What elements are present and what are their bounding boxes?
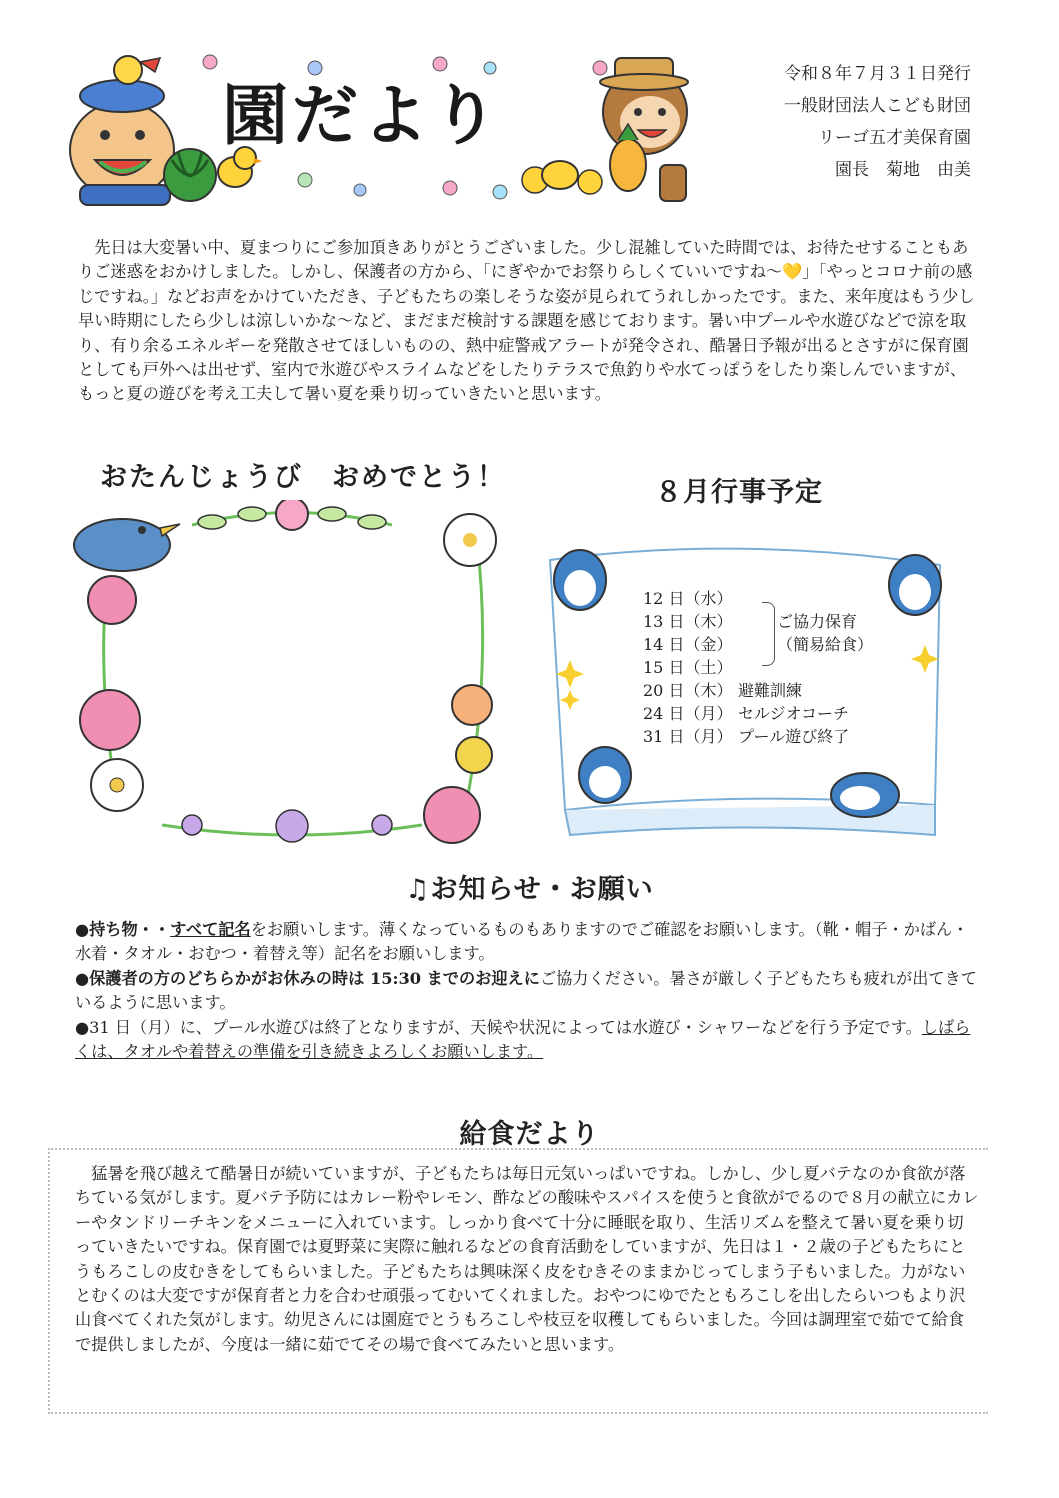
- events-title: ８月行事予定: [655, 477, 823, 508]
- event-row: 31 日（月） プール遊び終了: [643, 727, 850, 746]
- monkey-illustration: [600, 58, 688, 201]
- birthday-title: おたんじょうび おめでとう！: [100, 462, 506, 493]
- pineapple-slices-illustration: [522, 161, 602, 194]
- event-row: 24 日（月） セルジオコーチ: [643, 704, 849, 723]
- lunch-title: 給食だより: [459, 1119, 600, 1150]
- intro-paragraph: 先日は大変暑い中、夏まつりにご参加頂きありがとうございました。少し混雑していた時間では、お待たせすることもありご迷惑をおかけしました。しかし、保護者の方から、「にぎやかでお祭りらしくていいですね～💛」「やっとコロナ前の感じですね。」などお声をかけていただき、子どもたちの楽しそうな姿が見られてうれしかったです。また、来年度はもう少し早い時期にしたら少しは涼しいかな～など、まだまだ検討する課題を感じております。暑い中プールや水遊びなどで涼を取り、有り余るエネルギーを発散させてほしいものの、熱中症警戒アラートが発令され、酷暑日予報が出るとさすがに保育園としても戸外へは出せず、室内で氷遊びやスライムなどをしたりテラスで魚釣りや水てっぽうをしたり楽しんでいますが、もっと夏の遊びを考え工夫して暑い夏を乗り切っていきたいと思います。: [78, 238, 975, 404]
- notices-title: ♫お知らせ・お願い: [405, 874, 654, 905]
- lunch-paragraph: 猛暑を飛び越えて酷暑日が続いていますが、子どもたちは毎日元気いっぱいですね。しかし、少し夏バテなのか食欲が落ちている気がします。夏バテ予防にはカレー粉やレモン、酢などの酸味やスパイスを使うと食欲がでるので８月の献立にカレーやタンドリーチキンをメニューに入れています。しっかり食べて十分に睡眠を取り、生活リズムを整えて暑い夏を乗り切っていきたいですね。保育園では夏野菜に実際に触れるなどの食育活動をしていますが、先日は１・２歳の子どもたちにとうもろこしの皮むきをしてもらいました。子どもたちは興味深く皮をむきそのままかじってしまう子もいました。力がないとむくのは大変ですが保育者と力を合わせ頑張ってむいてくれました。おやつにゆでたともろこしを出したらいつもより沢山食べてくれた気がします。幼児さんには園庭でとうもろこしや枝豆を収穫してもらいました。今回は調理室で茹でて給食で提供しましたが、今度は一緒に茹でてその場で食べてみたいと思います。: [75, 1164, 979, 1354]
- watermelon-illustration: [164, 149, 216, 201]
- events-bracket-note: ご協力保育 （簡易給食）: [777, 612, 874, 654]
- notices-list: [75, 918, 977, 1064]
- issue-date: 令和８年７月３１日発行: [784, 64, 971, 84]
- principal-name: 園長 菊地 由美: [835, 160, 971, 180]
- school-name: リーゴ五才美保育園: [818, 128, 971, 148]
- birthday-frame: [62, 500, 512, 850]
- event-row: 13 日（木）: [643, 612, 733, 631]
- event-row: 15 日（土）: [643, 658, 733, 677]
- notice-item: ●持ち物・・すべて記名をお願いします。薄くなっているものもありますのでご確認をお願いします。（靴・帽子・かばん・水着・タオル・おむつ・着替え等）記名をお願いします。: [75, 920, 969, 964]
- bear-illustration: [70, 56, 174, 205]
- event-row: 20 日（木） 避難訓練: [643, 681, 803, 700]
- notice-item: ●保護者の方のどちらかがお休みの時は 15:30 までのお迎えにご協力ください。暑さが厳しく子どもたちも疲れが出てきているように思います。: [75, 968, 977, 1013]
- page-title: 園だより: [222, 77, 502, 154]
- notice-item: ●31 日（月）に、プール水遊びは終了となりますが、天候や状況によっては水遊び・シャワーなどを行う予定です。しばらくは、タオルや着替えの準備を引き続きよろしくお願いします。: [75, 1017, 971, 1062]
- publication-info: [784, 58, 971, 186]
- event-row: 14 日（金）: [643, 635, 733, 654]
- bird-illustration: [74, 519, 180, 571]
- event-row: 12 日（水）: [643, 589, 733, 608]
- organization-name: 一般財団法人こども財団: [784, 96, 971, 116]
